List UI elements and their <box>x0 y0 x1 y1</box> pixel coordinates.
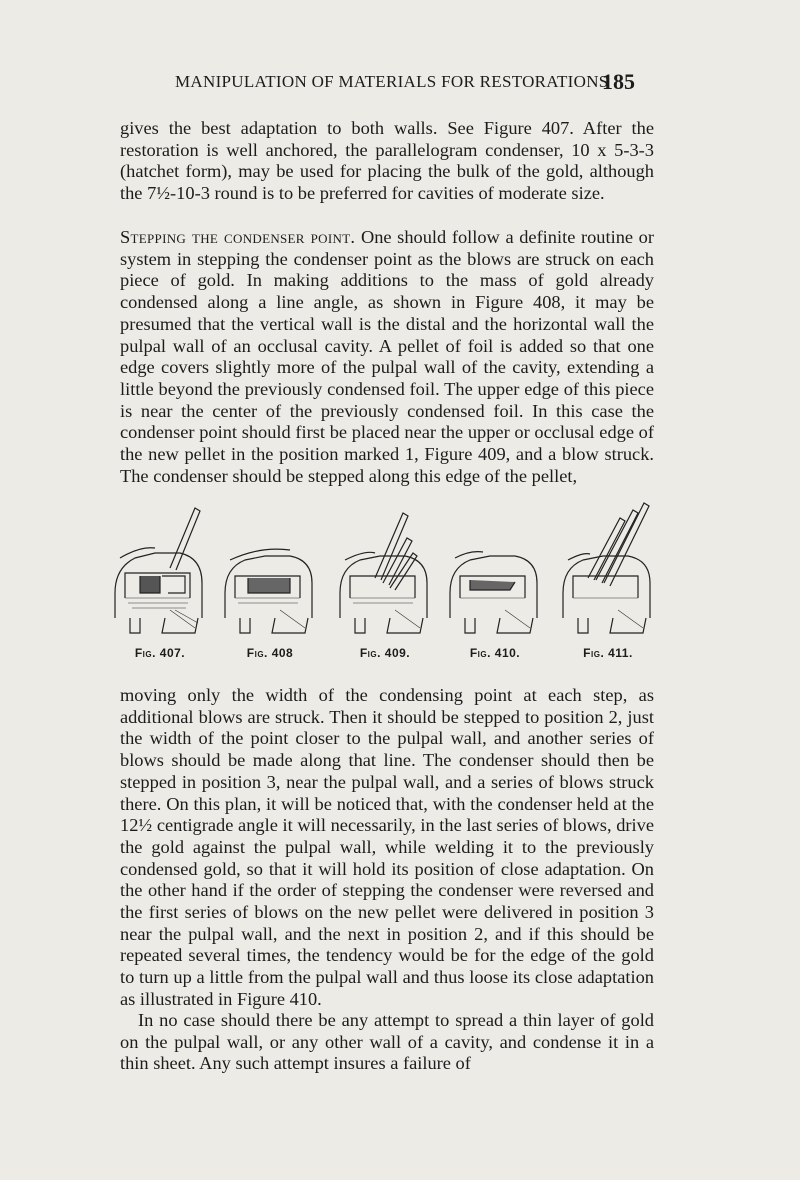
paragraph-3: moving only the width of the condensing point at each step, as additional blows are struck. Then it should be stepped to position 2, just the width of the point closer to the pulpal wall, and another series of blows should be made along that line. The condenser should then be stepped in position 3, near the pulpal wall, and a series of blows struck there. On this plan, it will be noticed that, with the condenser held at the 12½ centigrade angle it will necessarily, in the last series of blows, drive the gold against the pulpal wall, while welding it to the previously condensed gold, so that it will hold its position of close adaptation. On the other hand if the order of stepping the condenser were reversed and the first series of blows on the new pellet were delivered in position 3 near the pulpal wall, and the next in position 2, and if this should be repeated several times, the tendency would be for the edge of the gold to turn up a little from the pulpal wall and thus loose its close adaptation as illustrated in Figure 410. <box>120 685 654 1009</box>
figure-407-caption: Fig. 407. <box>134 646 186 660</box>
paragraph-2-text: One should follow a definite routine or system in stepping the condenser point as the blows are struck on each piece of gold. In making additions to the mass of gold already condensed along a line angle, as shown in Figure 408, it may be presumed that the vertical wall is the distal and the horizontal wall the pulpal wall of an occlusal cavity. A pellet of foil is added so that one edge covers slightly more of the pulpal wall of the cavity, extending a little beyond the previously condensed foil. The upper edge of this piece is near the center of the previously condensed foil. In this case the condenser point should first be placed near the upper or occlusal edge of the new pellet in the position marked 1, Figure 409, and a blow struck. The condenser should be stepped along this edge of the pellet, <box>120 227 654 486</box>
figure-409-illustration <box>335 498 435 643</box>
figure-408-caption: Fig. 408 <box>246 646 294 660</box>
page-number: 185 <box>602 69 635 94</box>
figure-410-illustration <box>445 498 545 643</box>
figure-411-illustration <box>558 498 658 643</box>
figure-410 <box>445 498 545 673</box>
running-head: MANIPULATION OF MATERIALS FOR RESTORATIONS <box>175 72 609 91</box>
figure-407-illustration <box>110 498 210 643</box>
figure-411 <box>558 498 658 673</box>
figure-row <box>110 498 670 673</box>
figure-409-caption: Fig. 409. <box>359 646 411 660</box>
figure-410-caption: Fig. 410. <box>469 646 521 660</box>
figure-411-caption: Fig. 411. <box>583 646 633 660</box>
paragraph-4: In no case should there be any attempt to spread a thin layer of gold on the pulpal wall, or any other wall of a cavity, and condense it in a thin sheet. Any such attempt insures a failure of <box>120 1010 654 1074</box>
figure-408-illustration <box>220 498 320 643</box>
paragraph-2 <box>120 227 654 487</box>
figure-408 <box>220 498 320 673</box>
paragraph-1: gives the best adaptation to both walls. See Figure 407. After the restoration is well anchored, the parallelogram condenser, 10 x 5-3-3 (hatchet form), may be used for placing the bulk of the gold, although the 7½-10-3 round is to be preferred for cavities of moderate size. <box>120 118 654 204</box>
section-run-in-heading: Stepping the condenser point. <box>120 227 356 247</box>
figure-409 <box>335 498 435 673</box>
figure-407 <box>110 498 210 673</box>
